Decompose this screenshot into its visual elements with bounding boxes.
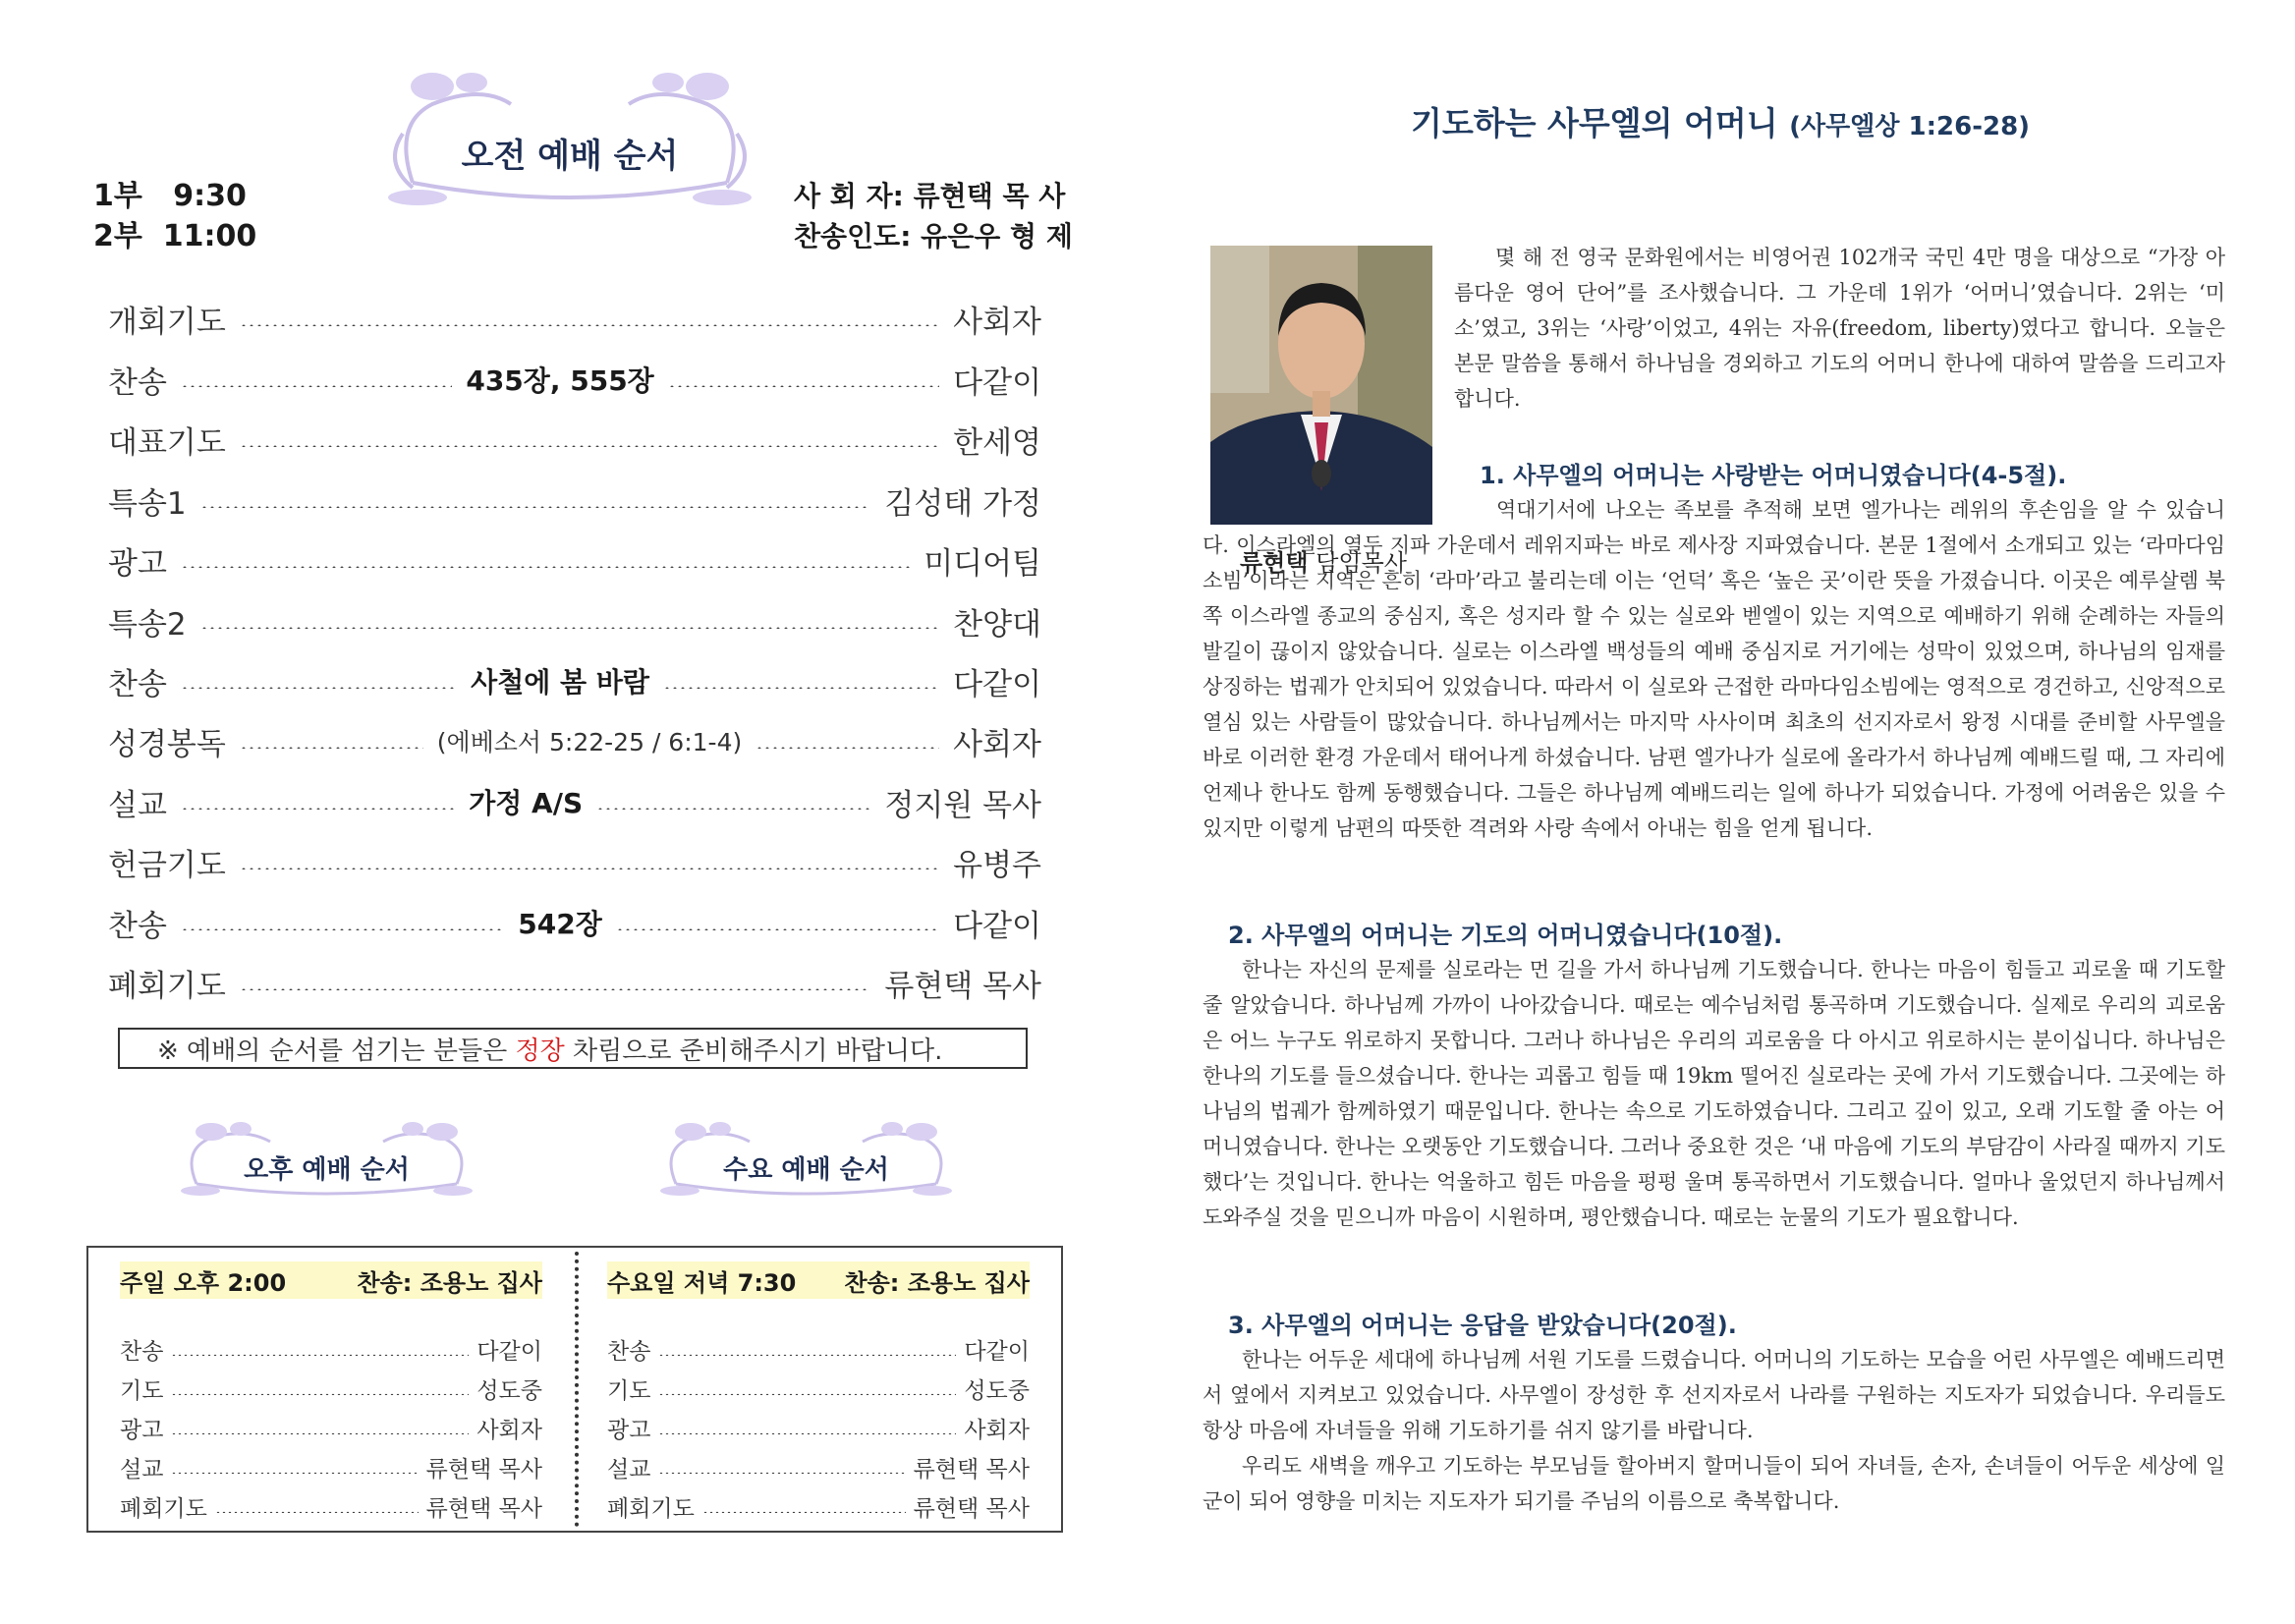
session-2 [93,216,256,256]
service-label: 폐회기도 [607,1495,695,1522]
service-person: 류현택 목사 [913,1456,1030,1483]
afternoon-banner [177,1120,476,1199]
service-label: 설교 [120,1456,164,1483]
dot-leader [200,506,871,508]
session-time: 9:30 [173,179,247,213]
dot-leader [658,1472,905,1474]
dot-leader [181,928,504,930]
order-person: 사회자 [953,304,1041,340]
afternoon-column [120,1261,542,1522]
service-label: 설교 [607,1456,651,1483]
other-services-box [86,1246,1063,1533]
dot-leader [181,687,457,689]
order-label: 찬송 [108,364,167,401]
dot-leader [171,1472,418,1474]
order-row [108,601,1041,641]
section-heading: 1. 사무엘의 어머니는 사랑받는 어머니였습니다(4-5절). [1480,462,2067,489]
order-person: 사회자 [953,726,1041,762]
service-person: 다같이 [964,1338,1030,1365]
dot-leader [596,808,870,810]
dot-leader [616,928,939,930]
order-row [108,661,1041,700]
intro-paragraph: 몇 해 전 영국 문화원에서는 비영어권 102개국 국민 4만 명을 대상으로 “가장 아름다운 영어 단어”를 조사했습니다. 그 가운데 1위가 ‘어머니’였습니다. 2위는 ‘미소’였고, 3위는 ‘사랑’이었고, 4위는 자유(freedom, liberty)였다고 합니다. 오늘은 본문 말씀을 통해서 하나님을 경외하고 기도의 어머니 한나에 대하여 말씀을 드리고자 합니다. [1454,246,2225,411]
service-person: 류현택 목사 [425,1495,542,1522]
afternoon-time: 주일 오후 2:00 [120,1268,287,1297]
service-label: 찬송 [120,1338,164,1365]
order-person: 다같이 [953,364,1042,401]
service-row [120,1332,542,1366]
order-label: 개회기도 [108,304,226,340]
order-row [108,782,1041,821]
order-row [108,540,1041,580]
service-label: 폐회기도 [120,1495,207,1522]
wednesday-leader: 찬송: 조용노 집사 [844,1268,1030,1297]
order-row [108,721,1041,760]
service-label: 기도 [120,1377,164,1404]
order-row [108,903,1041,942]
service-label: 찬송 [607,1338,651,1365]
dot-leader [658,1354,956,1356]
dot-leader [200,627,940,629]
service-row [607,1489,1030,1523]
service-person: 사회자 [964,1417,1030,1443]
service-person: 사회자 [476,1417,542,1443]
service-row [120,1411,542,1444]
order-person: 유병주 [953,847,1041,883]
dot-leader [171,1432,469,1434]
leader-name: 유은우 형 제 [921,220,1073,252]
dot-leader [215,1511,419,1513]
dot-leader [663,687,939,689]
closing-paragraph: 우리도 새벽을 깨우고 기도하는 부모님들 할아버지 할머니들이 되어 자녀들, 손자, 손녀들이 어두운 세상에 일군이 되어 영향을 미치는 지도자가 되기를 주님의 이름으로 축복합니다. [1203,1454,2225,1513]
afternoon-leader: 찬송: 조용노 집사 [357,1268,542,1297]
dot-leader [240,868,939,869]
leader-role: 찬송인도: [794,220,912,252]
service-row [120,1372,542,1405]
dot-leader [181,385,452,387]
dot-leader [171,1354,469,1356]
dot-leader [658,1432,956,1434]
section-heading: 3. 사무엘의 어머니는 응답을 받았습니다(20절). [1228,1312,1737,1339]
order-row [108,842,1041,881]
session-1 [93,176,256,216]
order-label: 특송2 [108,606,187,643]
order-person: 다같이 [953,666,1042,702]
wednesday-banner [656,1120,956,1199]
dot-leader [756,747,939,749]
sermon-reference: (사무엘상 1:26-28) [1789,112,2031,141]
order-detail: 542장 [518,908,602,940]
order-person: 한세영 [953,424,1041,461]
session-name: 1부 [93,179,142,213]
afternoon-title: 오후 예배 순서 [244,1155,410,1185]
wednesday-time: 수요일 저녁 7:30 [607,1268,797,1297]
order-row [108,299,1041,338]
order-label: 헌금기도 [108,847,226,883]
order-detail: 사철에 봄 바람 [471,666,649,699]
service-person: 성도중 [476,1377,542,1404]
dot-leader [240,747,423,749]
leader-role: 사 회 자: [794,180,904,212]
service-label: 광고 [607,1417,651,1443]
service-person: 다같이 [476,1338,542,1365]
order-person: 류현택 목사 [884,968,1041,1004]
order-detail: (에베소서 5:22-25 / 6:1-4) [436,728,743,756]
dot-leader [181,566,910,568]
pastor-portrait-icon [1210,246,1432,525]
service-person: 류현택 목사 [425,1456,542,1483]
order-person: 정지원 목사 [884,787,1042,823]
order-row [108,963,1041,1002]
order-detail: 435장, 555장 [466,364,654,397]
order-label: 광고 [108,545,167,582]
pastor-role: 담임목사 [1315,549,1407,577]
service-row [607,1372,1030,1405]
service-person: 성도중 [964,1377,1030,1404]
order-row [108,420,1041,459]
leader-host [794,176,1073,216]
order-row [108,360,1041,399]
order-row [108,480,1041,520]
leader-worship [794,216,1073,256]
service-row [120,1489,542,1523]
service-row [607,1411,1030,1444]
order-label: 찬송 [108,666,167,702]
session-times [93,176,256,256]
dot-leader [668,385,939,387]
notice-suffix: 차림으로 준비해주시기 바랍니다. [564,1036,943,1066]
sermon-title [1411,98,2030,144]
dress-notice [118,1028,1028,1069]
order-person: 다같이 [953,908,1041,944]
session-time: 11:00 [162,219,257,253]
dot-leader [181,808,455,810]
order-person: 미디어팀 [924,545,1041,582]
order-label: 특송1 [108,485,187,522]
service-person: 류현택 목사 [913,1495,1030,1522]
page-title: 오전 예배 순서 [461,137,679,176]
pastor-name: 류현택 [1240,549,1309,577]
pastor-photo [1210,246,1432,525]
section-body: 한나는 자신의 문제를 실로라는 먼 길을 가서 하나님께 기도했습니다. 한나는 마음이 힘들고 괴로울 때 기도할 줄 알았습니다. 하나님께 가까이 나아갔습니다. 때로는 예수님처럼 통곡하며 기도했습니다. 실제로 우리의 괴로움은 어느 누구도 위로하지 못합니다. 그러나 하나님은 우리의 괴로움을 다 아시고 위로하시는 분이십니다. 하나님은 한나의 기도를 들으셨습니다. 한나는 괴롭고 힘들 때 19km 떨어진 실로라는 곳에 가서 기도했습니다. 그곳에는 하나님의 법궤가 함께하였기 때문입니다. 한나는 속으로 기도하였습니다. 그리고 깊이 있고, 오래 기도할 줄 아는 어머니였습니다. 한나는 오랫동안 기도했습니다. 그러나 중요한 것은 ‘내 마음에 기도의 부담감이 사라질 때까지 기도했다’는 것입니다. 한나는 억울하고 힘든 마음을 펑펑 울며 통곡하면서 기도했습니다. 얼마나 울었던지 하나님께서 도와주실 것을 믿으니까 마음이 시원하며, 평안했습니다. 때로는 눈물의 기도가 필요합니다. [1203,958,2225,1229]
wednesday-title: 수요 예배 순서 [723,1155,889,1185]
section-heading: 2. 사무엘의 어머니는 기도의 어머니였습니다(10절). [1228,922,1783,949]
dot-leader [240,324,939,326]
morning-banner [373,65,766,212]
dot-leader [171,1393,469,1395]
order-label: 성경봉독 [108,726,226,762]
leaders [794,176,1073,256]
order-label: 폐회기도 [108,968,226,1004]
service-row [120,1450,542,1484]
order-person: 찬양대 [953,606,1041,643]
notice-prefix: ※ 예배의 순서를 섬기는 분들은 [157,1036,516,1066]
service-label: 기도 [607,1377,651,1404]
wednesday-header [607,1261,1030,1299]
afternoon-header [120,1261,542,1299]
sermon-title-text: 기도하는 사무엘의 어머니 [1411,104,1778,142]
order-label: 대표기도 [108,424,226,461]
dotted-divider [575,1252,579,1527]
order-detail: 가정 A/S [469,787,584,819]
notice-highlight: 정장 [515,1036,565,1066]
service-row [607,1450,1030,1484]
session-name: 2부 [93,219,142,253]
order-label: 찬송 [108,908,167,944]
dot-leader [658,1393,956,1395]
service-row [607,1332,1030,1366]
dot-leader [240,988,871,990]
service-label: 광고 [120,1417,164,1443]
dot-leader [240,445,939,447]
order-label: 설교 [108,787,167,823]
dot-leader [702,1511,906,1513]
section-body: 한나는 어두운 세대에 하나님께 서원 기도를 드렸습니다. 어머니의 기도하는 모습을 어린 사무엘은 예배드리면서 옆에서 지켜보고 있었습니다. 사무엘이 장성한 후 선지자로서 나라를 구원하는 지도자가 되었습니다. 우리들도 항상 마음에 자녀들을 위해 기도하기를 쉬지 않기를 바랍니다. [1203,1348,2225,1442]
wednesday-column [607,1261,1030,1522]
order-person: 김성태 가정 [884,485,1041,522]
section-body: 역대기서에 나오는 족보를 추적해 보면 엘가나는 레위의 후손임을 알 수 있습니다. 이스라엘의 열두 지파 가운데서 레위지파는 바로 제사장 지파였습니다. 본문 1절에서 소개되고 있는 ‘라마다임소빔’이라는 지역은 흔히 ‘라마’라고 불리는데 이는 ‘언덕’ 혹은 ‘높은 곳’이란 뜻을 가졌습니다. 이곳은 예루살렘 북쪽 이스라엘 종교의 중심지, 혹은 성지라 할 수 있는 실로와 벧엘이 있는 지역으로 예배하기 위해 순례하는 자들의 발길이 끊이지 않았습니다. 실로는 이스라엘 백성들의 예배 중심지로 거기에는 성막이 있었으며, 하나님의 임재를 상징하는 법궤가 안치되어 있었습니다. 따라서 이 실로와 근접한 라마다임소빔에는 영적으로 경건하고, 신앙적으로 열심 있는 사람들이 많았습니다. 하나님께서는 마지막 사사이며 최초의 선지자로서 왕정 시대를 준비할 사무엘을 바로 이러한 환경 가운데서 태어나게 하셨습니다. 남편 엘가나가 실로에 올라가서 하나님께 예배드릴 때, 그 자리에 언제나 한나도 함께 동행했습니다. 그들은 하나님께 예배드리는 일에 하나가 되었습니다. 가정에 어려움은 있을 수 있지만 이렇게 남편의 따뜻한 격려와 사랑 속에서 아내는 힘을 얻게 됩니다. [1203,498,2225,840]
leader-name: 류현택 목 사 [913,180,1066,212]
